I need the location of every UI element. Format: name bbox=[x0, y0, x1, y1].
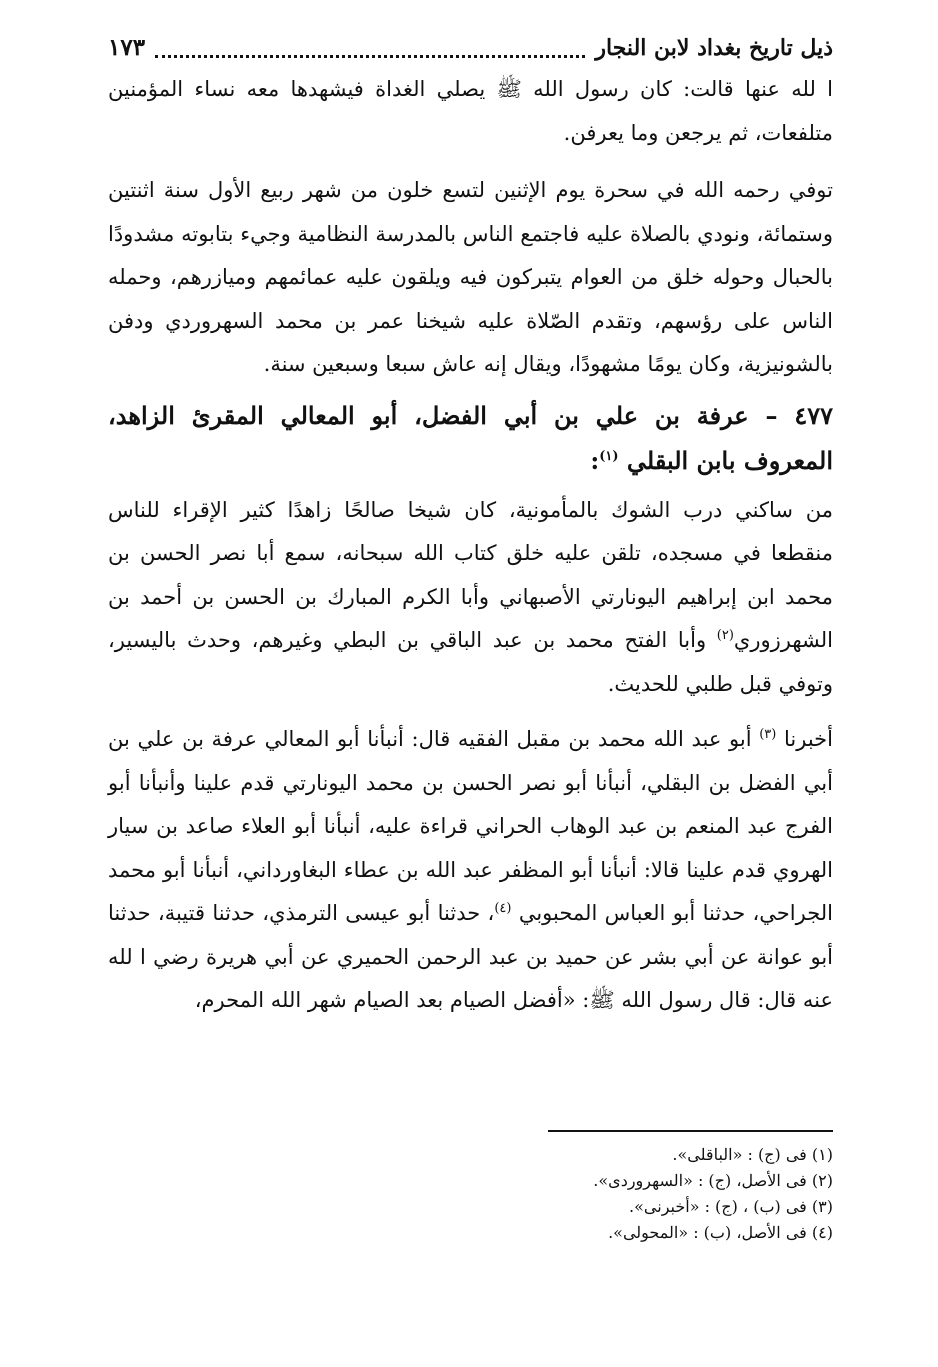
paragraph-biography bbox=[108, 489, 833, 707]
entry-heading bbox=[108, 393, 833, 483]
footnote-ref-2: (٢) bbox=[716, 628, 734, 643]
page-body bbox=[108, 30, 833, 1023]
entry-heading-colon: : bbox=[590, 445, 600, 475]
running-header bbox=[108, 30, 833, 66]
isnad-text-part3: ، حدثنا أبو عيسى الترمذي، حدثنا قتيبة، حدثنا أبو عوانة عن أبي بشر عن حميد بن عبد الرحمن الحميري عن أبي هريرة رضي ا لله عنه قال: قال رسول الله ﷺ: «أفضل الصيام بعد الصيام شهر الله المحرم، bbox=[108, 901, 833, 1012]
paragraph-isnad bbox=[108, 718, 833, 1023]
footnotes bbox=[433, 1142, 833, 1246]
biography-text-part2: وأبا الفتح محمد بن عبد الباقي بن البطي وغيرهم، وحدث باليسير، وتوفي قبل طلبي للحديث. bbox=[108, 628, 833, 696]
biography-text-part1: من ساكني درب الشوك بالمأمونية، كان شيخا صالحًا زاهدًا كثير الإقراء للناس منقطعا في مسجده، تلقن عليه خلق كتاب الله سبحانه، سمع أبا نصر الحسن بن محمد ابن إبراهيم اليونارتي الأصبهاني وأبا الكرم المبارك بن الحسن بن أحمد بن الشهرزوري bbox=[108, 497, 833, 652]
paragraph-death-account: توفي رحمه الله في سحرة يوم الإثنين لتسع خلون من شهر ربيع الأول سنة اثنتين وستمائة، ونودي بالصلاة عليه فاجتمع الناس بالمدرسة النظامية وجيء بتابوته مشدودًا بالحبال وحوله خلق من العوام يتبركون فيه ويلقون عليه عمائمهم وميازرهم، وحمله الناس على رؤسهم، وتقدم الصّلاة عليه شيخنا عمر بن محمد السهروردي ودفن بالشونيزية، وكان يومًا مشهودًا، ويقال إنه عاش سبعا وسبعين سنة. bbox=[108, 178, 833, 376]
paragraph-hadith-continuation: ا لله عنها قالت: كان رسول الله ﷺ يصلي الغداة فيشهدها معه نساء المؤمنين متلفعات، ثم يرجعن وما يعرفن. bbox=[108, 77, 833, 145]
isnad-text-part1: أخبرنا bbox=[776, 727, 833, 751]
footnote-1: (١) فى (ج) : «الباقلى». bbox=[672, 1145, 833, 1164]
page-number: ١٧٣ bbox=[108, 34, 146, 61]
header-dot-leader bbox=[155, 54, 585, 58]
footnote-separator bbox=[548, 1130, 833, 1132]
footnote-ref-1: (١) bbox=[599, 448, 619, 464]
footnote-ref-3: (٣) bbox=[759, 727, 777, 742]
footnote-3: (٣) فى (ب) ، (ج) : «أخبرنى». bbox=[629, 1197, 833, 1216]
footnote-2: (٢) فى الأصل، (ج) : «السهروردى». bbox=[593, 1171, 833, 1190]
footnote-4: (٤) فى الأصل، (ب) : «المحولى». bbox=[608, 1223, 833, 1242]
entry-heading-text: ٤٧٧ – عرفة بن علي بن أبي الفضل، أبو المعالي المقرئ الزاهد، المعروف بابن البقلي bbox=[108, 400, 833, 475]
footnote-ref-4: (٤) bbox=[494, 901, 512, 916]
isnad-text-part2: أبو عبد الله محمد بن مقبل الفقيه قال: أنبأنا أبو المعالي عرفة بن علي بن أبي الفضل بن البقلي، أنبأنا أبو نصر الحسن بن محمد اليونارتي قدم علينا وأنبأنا أبو الفرج عبد المنعم بن عبد الوهاب الحراني قراءة عليه، أنبأنا أبو العلاء صاعد بن سيار الهروي قدم علينا قالا: أنبأنا أبو المظفر عبد الله بن عطاء البغاورداني، أنبأنا أبو محمد الجراحي، حدثنا أبو العباس المحبوبي bbox=[108, 727, 833, 925]
book-title: ذيل تاريخ بغداد لابن النجار bbox=[595, 35, 833, 61]
